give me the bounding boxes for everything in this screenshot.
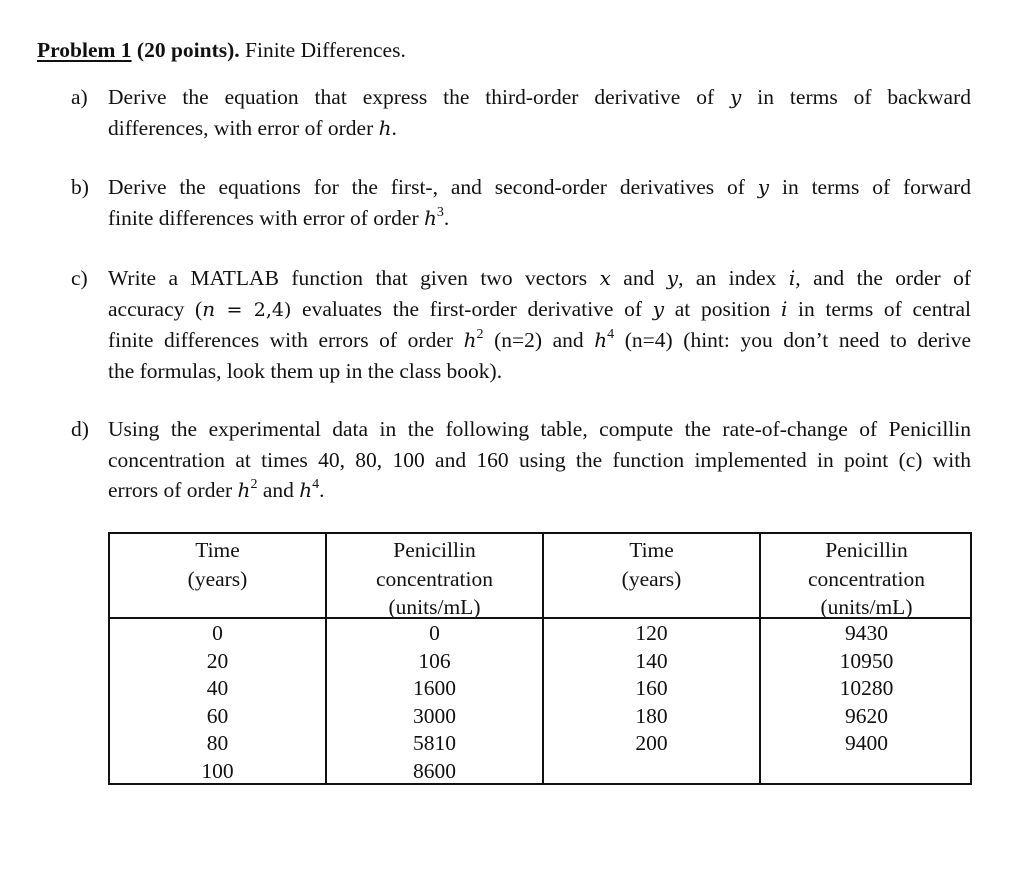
table-cell: 9400 <box>845 731 888 755</box>
table-cell: 9430 <box>845 621 888 645</box>
problem-title: Finite Differences. <box>245 38 406 62</box>
problem-heading <box>37 36 406 64</box>
header-line: Penicillin <box>825 538 908 562</box>
table-header-cell <box>110 536 325 593</box>
item-c-line3-post: (n=4) (hint: you don’t need to derive <box>624 328 972 352</box>
table-cell: 120 <box>635 621 668 645</box>
table-cells <box>761 620 972 758</box>
item-b-text <box>108 172 971 233</box>
item-c-line1-and: and <box>623 266 655 290</box>
table-cell: 5810 <box>413 731 456 755</box>
header-line: Penicillin <box>393 538 476 562</box>
header-line: Time <box>195 538 240 562</box>
table-cell: 40 <box>206 676 229 700</box>
table-cell: 100 <box>201 758 234 783</box>
item-c-line1-index: , an index <box>678 266 777 290</box>
var-h: h <box>237 478 251 502</box>
item-c-line2-mid2: at position <box>674 296 771 321</box>
table-cell: 20 <box>206 648 229 673</box>
item-c-text <box>108 263 971 386</box>
item-c-marker: c) <box>71 266 88 290</box>
header-line: (years) <box>187 566 248 591</box>
item-b-line1-pre: Derive the equations for the first-, and second-order derivatives of <box>108 175 745 199</box>
item-c-line2-pre: accuracy ( <box>108 296 203 321</box>
table-cell: 0 <box>212 621 223 645</box>
table-cells <box>110 620 325 785</box>
table-cell: 3000 <box>413 703 456 728</box>
header-line: concentration <box>375 566 493 591</box>
item-b-line2-post: . <box>443 205 450 230</box>
table-column-concentration-1 <box>327 534 544 783</box>
table-column-time-1 <box>110 534 327 783</box>
var-h: h <box>378 115 392 140</box>
var-y: y <box>730 85 742 109</box>
item-b-line1-post: in terms of forward <box>781 175 972 199</box>
item-a-line2-post: . <box>391 115 397 140</box>
item-b-line2-pre: finite differences with error of order <box>108 205 419 230</box>
item-b-marker: b) <box>71 175 89 199</box>
exponent: 2 <box>476 327 484 342</box>
item-d-line3-and: and <box>262 478 294 502</box>
table-cell: 9620 <box>845 703 888 728</box>
var-x: x <box>599 266 611 290</box>
table-cell: 1600 <box>413 676 456 700</box>
item-a-text <box>108 82 971 143</box>
item-c-line2-mid: evaluates the first-order derivative of <box>302 296 643 321</box>
var-h: h <box>299 478 313 502</box>
penicillin-data-table <box>108 532 972 785</box>
item-d-text <box>108 414 971 506</box>
var-y: y <box>757 175 770 199</box>
header-line: (units/mL) <box>820 595 913 619</box>
exponent: 3 <box>436 204 444 220</box>
table-cell: 10950 <box>839 648 894 673</box>
table-cell: 60 <box>206 703 229 728</box>
var-h: h <box>424 205 437 230</box>
var-y: y <box>652 296 665 321</box>
var-y: y <box>666 266 679 290</box>
problem-number: Problem 1 <box>37 38 132 62</box>
var-i: i <box>788 266 796 290</box>
table-cell: 180 <box>635 703 668 728</box>
item-a-line1-post: in terms of backward <box>757 85 971 109</box>
item-c-line1-pre: Write a MATLAB function that given two vectors <box>108 266 588 290</box>
table-header-divider <box>110 617 970 619</box>
table-cell: 140 <box>635 648 668 673</box>
table-header-cell <box>761 536 972 622</box>
table-column-concentration-2 <box>761 534 972 783</box>
problem-points: (20 points). <box>136 38 240 62</box>
var-h: h <box>463 328 477 352</box>
exponent: 4 <box>607 327 615 342</box>
item-c-line4: the formulas, look them up in the class book). <box>108 358 503 383</box>
table-header-cell <box>327 536 542 622</box>
table-cells <box>544 620 759 758</box>
header-line: (units/mL) <box>388 595 481 619</box>
header-line: (years) <box>621 566 682 591</box>
var-n: n <box>202 296 216 321</box>
item-d-line1: Using the experimental data in the following table, compute the rate-of-change of Penicillin <box>108 417 971 441</box>
item-c-line2-eq: = 2,4) <box>215 298 292 321</box>
item-c-line2-post: in terms of central <box>798 296 971 321</box>
table-cell: 80 <box>206 731 229 755</box>
exponent: 4 <box>312 477 320 492</box>
table-cell: 10280 <box>839 676 894 700</box>
table-cells <box>327 620 542 785</box>
item-d-line2: concentration at times 40, 80, 100 and 160 using the function implemented in point (c) with <box>108 447 971 472</box>
var-i: i <box>780 296 788 321</box>
item-c-line3-n2: (n=2) and <box>494 328 584 352</box>
item-a-line2-pre: differences, with error of order <box>108 115 374 140</box>
table-column-time-2 <box>544 534 761 783</box>
exponent: 2 <box>250 477 258 492</box>
header-line: concentration <box>807 566 925 591</box>
var-h: h <box>594 328 608 352</box>
header-line: Time <box>629 538 674 562</box>
table-cell: 200 <box>635 731 668 755</box>
table-cell: 160 <box>635 676 668 700</box>
item-c-line1-post: , and the order of <box>795 266 972 290</box>
table-cell: 106 <box>418 648 451 673</box>
item-d-marker: d) <box>71 417 89 441</box>
item-d-line3-post: . <box>319 478 325 502</box>
item-a-marker: a) <box>71 85 88 109</box>
item-c-line3-pre: finite differences with errors of order <box>108 328 454 352</box>
table-cell: 0 <box>429 621 440 645</box>
table-cell: 8600 <box>413 758 456 783</box>
table-header-cell <box>544 536 759 593</box>
item-d-line3-pre: errors of order <box>108 478 233 502</box>
item-a-line1-pre: Derive the equation that express the third-order derivative of <box>108 85 715 109</box>
